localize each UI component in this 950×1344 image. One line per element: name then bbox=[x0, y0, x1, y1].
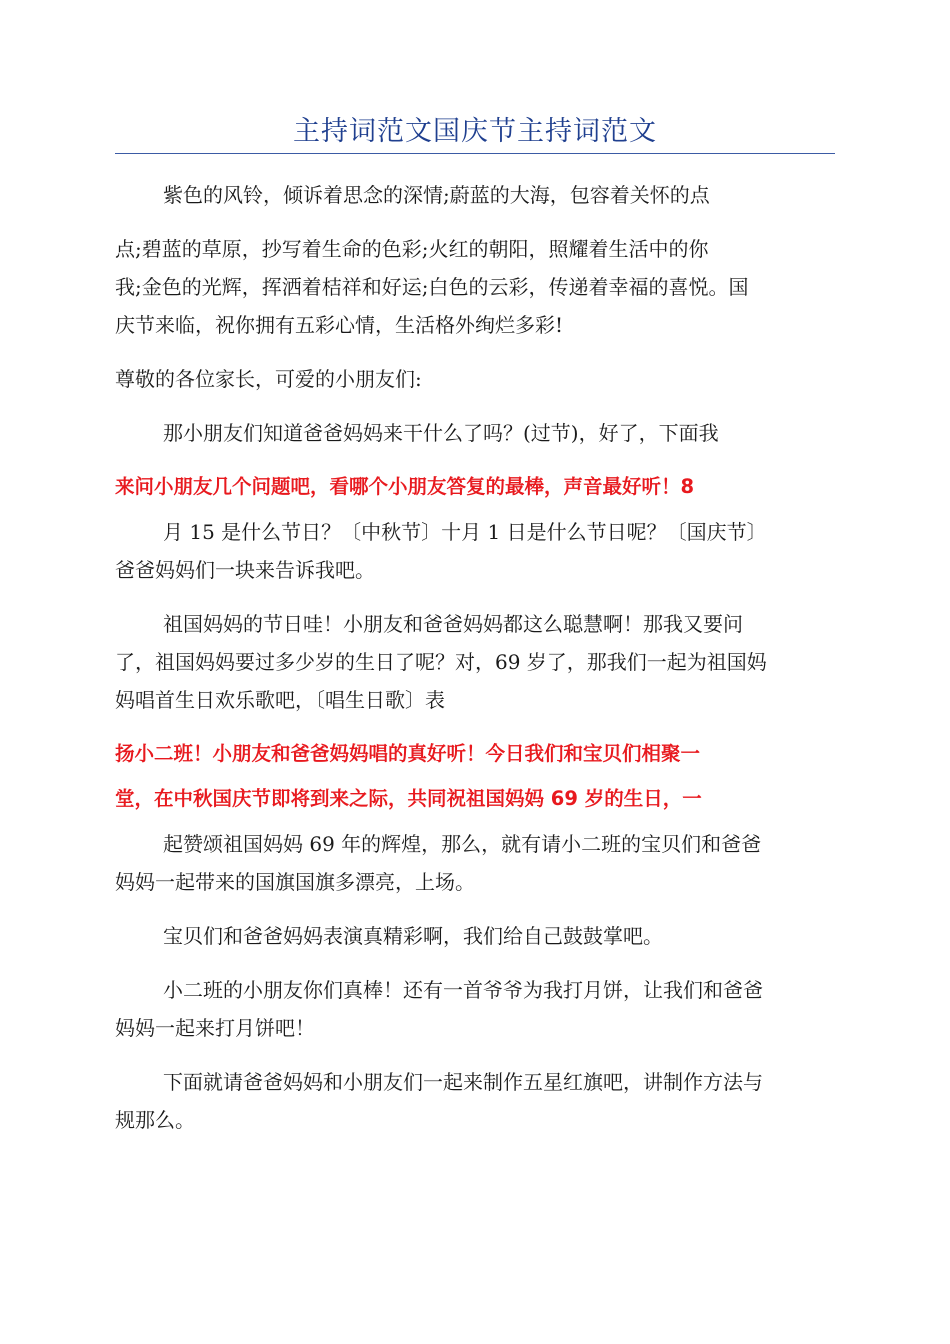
text-line: 那小朋友们知道爸爸妈妈来干什么了吗？(过节)，好了，下面我 bbox=[163, 421, 719, 445]
text-line: 宝贝们和爸爸妈妈表演真精彩啊，我们给自己鼓鼓掌吧。 bbox=[163, 924, 663, 948]
highlighted-text-line: 堂，在中秋国庆节即将到来之际，共同祝祖国妈妈 69 岁的生日，一 bbox=[115, 787, 702, 810]
text-line: 紫色的风铃，倾诉着思念的深情;蔚蓝的大海，包容着关怀的点 bbox=[163, 183, 710, 207]
text-line: 妈妈一起带来的国旗国旗多漂亮，上场。 bbox=[115, 870, 475, 894]
text-line: 下面就请爸爸妈妈和小朋友们一起来制作五星红旗吧，讲制作方法与 bbox=[163, 1070, 763, 1094]
document-title: 主持词范文国庆节主持词范文 bbox=[293, 116, 657, 147]
highlighted-text-line: 来问小朋友几个问题吧，看哪个小朋友答复的最棒，声音最好听！8 bbox=[115, 475, 695, 498]
text-line: 起赞颂祖国妈妈 69 年的辉煌，那么，就有请小二班的宝贝们和爸爸 bbox=[163, 832, 762, 856]
text-line: 了，祖国妈妈要过多少岁的生日了呢？对，69 岁了，那我们一起为祖国妈 bbox=[115, 650, 767, 674]
text-line: 妈唱首生日欢乐歌吧，〔唱生日歌〕表 bbox=[115, 688, 445, 712]
text-line: 小二班的小朋友你们真棒！还有一首爷爷为我打月饼，让我们和爸爸 bbox=[163, 978, 763, 1002]
highlighted-text-line: 扬小二班！小朋友和爸爸妈妈唱的真好听！今日我们和宝贝们相聚一 bbox=[115, 742, 701, 765]
text-line: 点;碧蓝的草原，抄写着生命的色彩;火红的朝阳，照耀着生活中的你 bbox=[115, 237, 709, 261]
text-line: 规那么。 bbox=[115, 1108, 195, 1132]
text-line: 我;金色的光辉，挥洒着桔祥和好运;白色的云彩，传递着幸福的喜悦。国 bbox=[115, 275, 749, 299]
text-line: 妈妈一起来打月饼吧！ bbox=[115, 1016, 315, 1040]
text-line: 爸爸妈妈们一块来告诉我吧。 bbox=[115, 558, 375, 582]
text-line: 尊敬的各位家长，可爱的小朋友们: bbox=[115, 367, 422, 391]
text-line: 庆节来临，祝你拥有五彩心情，生活格外绚烂多彩! bbox=[115, 313, 564, 337]
text-line: 祖国妈妈的节日哇！小朋友和爸爸妈妈都这么聪慧啊！那我又要问 bbox=[163, 612, 743, 636]
title-underline bbox=[115, 153, 835, 154]
text-line: 月 15 是什么节日？〔中秋节〕十月 1 日是什么节日呢？〔国庆节〕 bbox=[163, 520, 767, 544]
